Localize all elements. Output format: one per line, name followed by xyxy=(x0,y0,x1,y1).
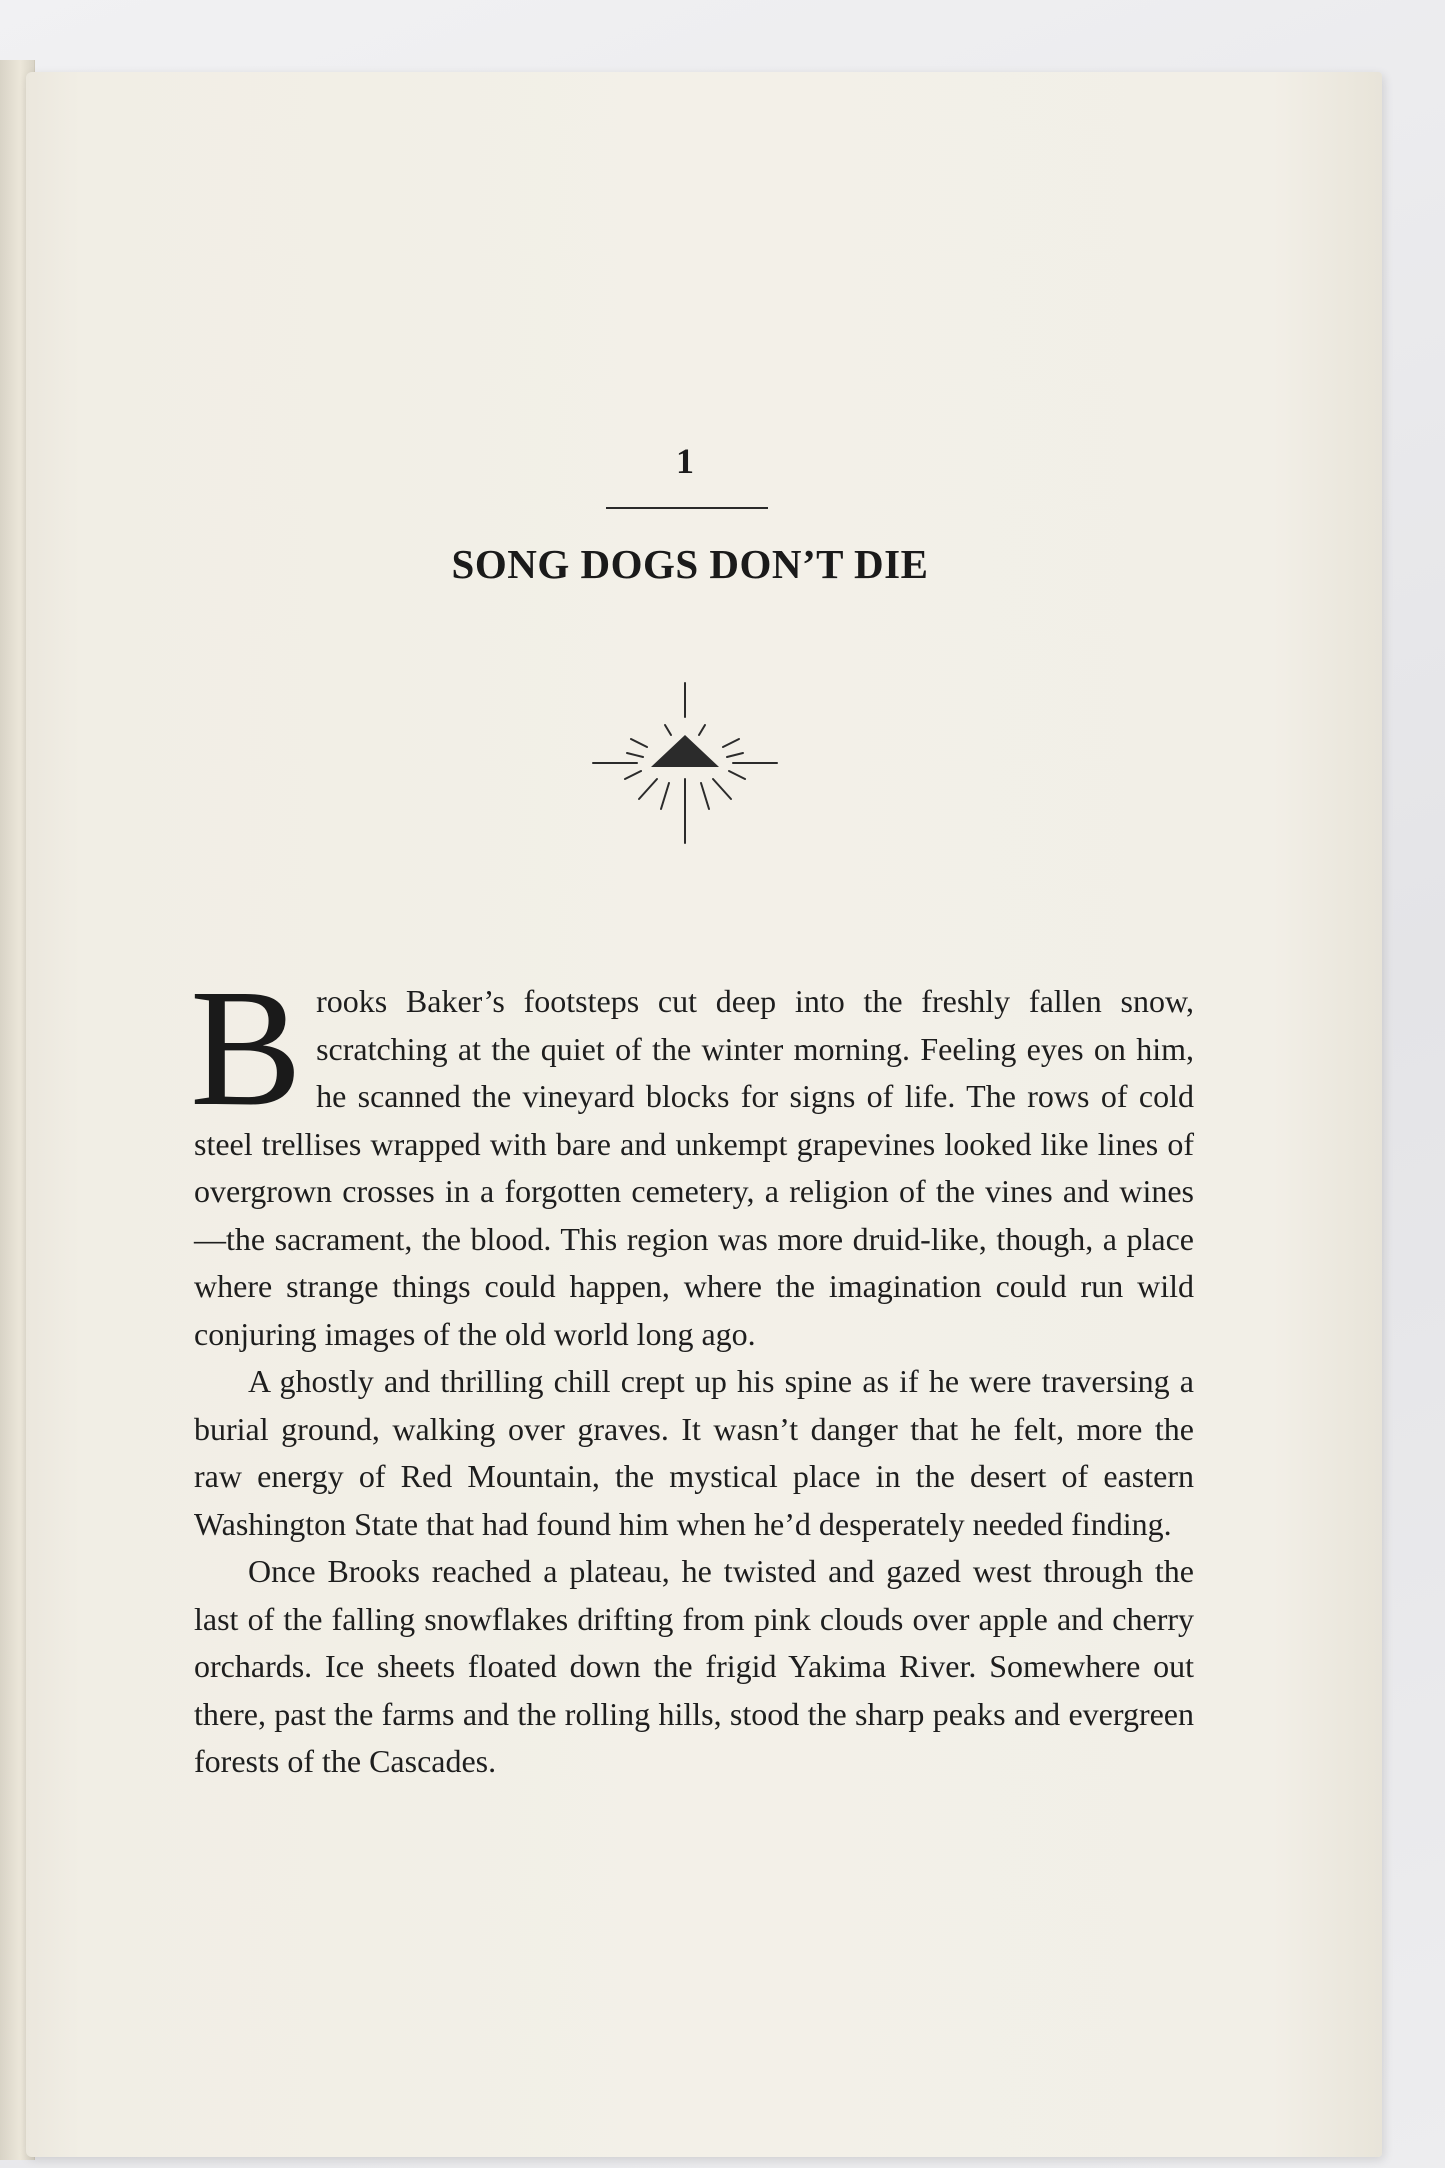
paragraph-2: A ghostly and thrilling chill crept up his spine as if he were traversing a burial ground, walking over graves. It wasn’t danger that he felt, more the raw energy of Red Mountain, the mystical place in the desert of eastern Washington State that had found him when he’d desperately needed finding. xyxy=(194,1363,1194,1542)
starburst-pyramid-icon xyxy=(585,675,785,855)
chapter-title: SONG DOGS DON’T DIE xyxy=(451,541,929,587)
chapter-body xyxy=(190,955,1194,1786)
drop-cap: B xyxy=(190,955,303,1141)
paragraph-1-text: rooks Baker’s footsteps cut deep into the freshly fallen snow, scratching at the quiet of the winter morning. Feeling eyes on him, he scanned the vineyard blocks for signs of life. The rows of cold steel trellises wrapped with bare and unkempt grapevines looked like lines of overgrown crosses in a forgotten cemetery, a religion of the vines and wines—the sacrament, the blood. This region was more druid-like, though, a place where strange things could happen, where the imagination could run wild conjuring images of the old world long ago. xyxy=(194,983,1194,1352)
chapter-number: 1 xyxy=(676,441,694,481)
paragraph-1 xyxy=(190,955,1194,1358)
chapter-divider xyxy=(606,507,768,509)
paragraph-3: Once Brooks reached a plateau, he twisted and gazed west through the last of the falling snowflakes drifting from pink clouds over apple and cherry orchards. Ice sheets floated down the frigid Yakima River. Somewhere out there, past the farms and the rolling hills, stood the sharp peaks and evergreen forests of the Cascades. xyxy=(194,1553,1194,1779)
